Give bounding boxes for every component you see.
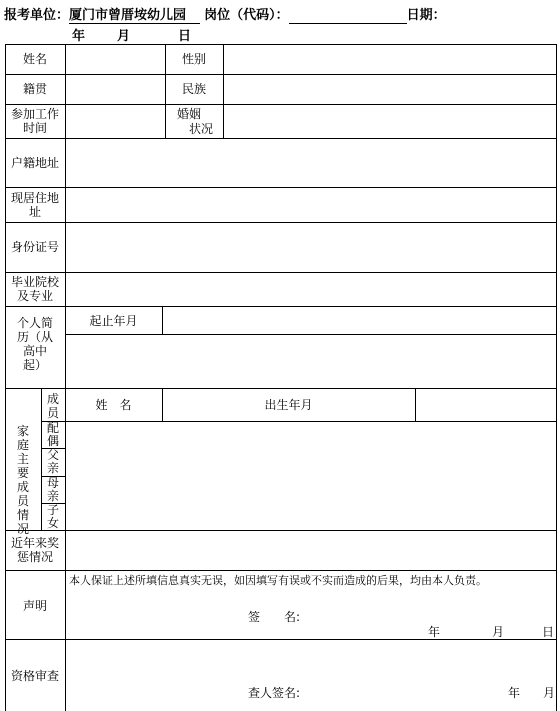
header-year: 年 — [72, 29, 86, 44]
household-address-field[interactable] — [66, 139, 556, 187]
label-current-address: 现居住地址 — [10, 191, 59, 219]
label-name: 姓名 — [22, 52, 47, 66]
label-declaration: 声明 — [22, 599, 47, 613]
rule — [5, 306, 557, 307]
label-school-major: 毕业院校及专业 — [10, 275, 59, 303]
name-field[interactable] — [66, 45, 165, 74]
declaration-text: 本人保证上述所填信息真实无误，如因填写有误或不实而造成的后果，均由本人负责。 — [69, 574, 487, 587]
label-marital-1: 婚姻 — [176, 107, 201, 121]
rule — [556, 44, 557, 711]
work-start-field[interactable] — [66, 105, 165, 138]
family-members-field[interactable] — [66, 422, 556, 530]
rule — [5, 570, 557, 571]
gender-field[interactable] — [224, 45, 556, 74]
label-mother: 母亲 — [46, 476, 59, 503]
label-qualification: 资格审查 — [10, 669, 59, 683]
ethnicity-field[interactable] — [224, 75, 556, 104]
label-marital-2: 状况 — [188, 122, 213, 136]
declaration-day: 日 — [542, 625, 555, 639]
label-ethnicity: 民族 — [181, 82, 206, 96]
declaration-year: 年 — [428, 625, 441, 639]
resume-field[interactable] — [66, 335, 556, 388]
header-month: 月 — [117, 29, 131, 44]
label-resume: 个人简历（从高中起） — [16, 316, 53, 372]
date-label: 日期： — [406, 8, 446, 23]
signature-label: 签 名: — [248, 610, 301, 624]
declaration-month: 月 — [492, 625, 505, 639]
awards-field[interactable] — [66, 531, 556, 570]
label-child: 子女 — [46, 503, 59, 530]
label-father: 父亲 — [46, 448, 59, 475]
label-awards: 近年来奖惩情况 — [10, 536, 59, 564]
label-members: 成员 — [46, 392, 59, 420]
rule — [162, 306, 163, 334]
label-work-start-time: 参加工作时间 — [10, 107, 59, 135]
header-day: 日 — [178, 29, 192, 44]
label-birth: 出生年月 — [264, 398, 313, 412]
unit-label: 报考单位： — [4, 8, 70, 23]
rule — [41, 388, 42, 530]
qualification-month: 月 — [543, 686, 556, 700]
native-place-field[interactable] — [66, 75, 165, 104]
rule — [5, 388, 557, 389]
checker-signature-label: 查人签名: — [248, 686, 301, 700]
label-spouse: 配偶 — [46, 421, 59, 448]
id-number-field[interactable] — [66, 223, 556, 272]
label-period: 起止年月 — [89, 314, 138, 328]
unit-value: 厦门市曾厝垵幼儿园 — [69, 4, 200, 24]
label-gender: 性别 — [181, 52, 206, 66]
form-header — [4, 4, 446, 24]
rule — [5, 639, 557, 640]
registration-form — [5, 44, 557, 711]
label-native-place: 籍贯 — [22, 82, 47, 96]
header-date-row — [72, 25, 191, 44]
post-label: 岗位（代码）： — [204, 8, 289, 23]
rule — [415, 388, 416, 421]
school-major-field[interactable] — [66, 273, 556, 306]
label-member-name: 姓 名 — [95, 398, 132, 412]
post-blank[interactable] — [289, 8, 407, 24]
label-household-address: 户籍地址 — [10, 156, 59, 170]
current-address-field[interactable] — [66, 188, 556, 222]
label-id-number: 身份证号 — [10, 240, 59, 254]
label-family: 家庭主要成员情况 — [16, 424, 29, 536]
qualification-year: 年 — [508, 686, 521, 700]
marital-field[interactable] — [224, 105, 556, 138]
